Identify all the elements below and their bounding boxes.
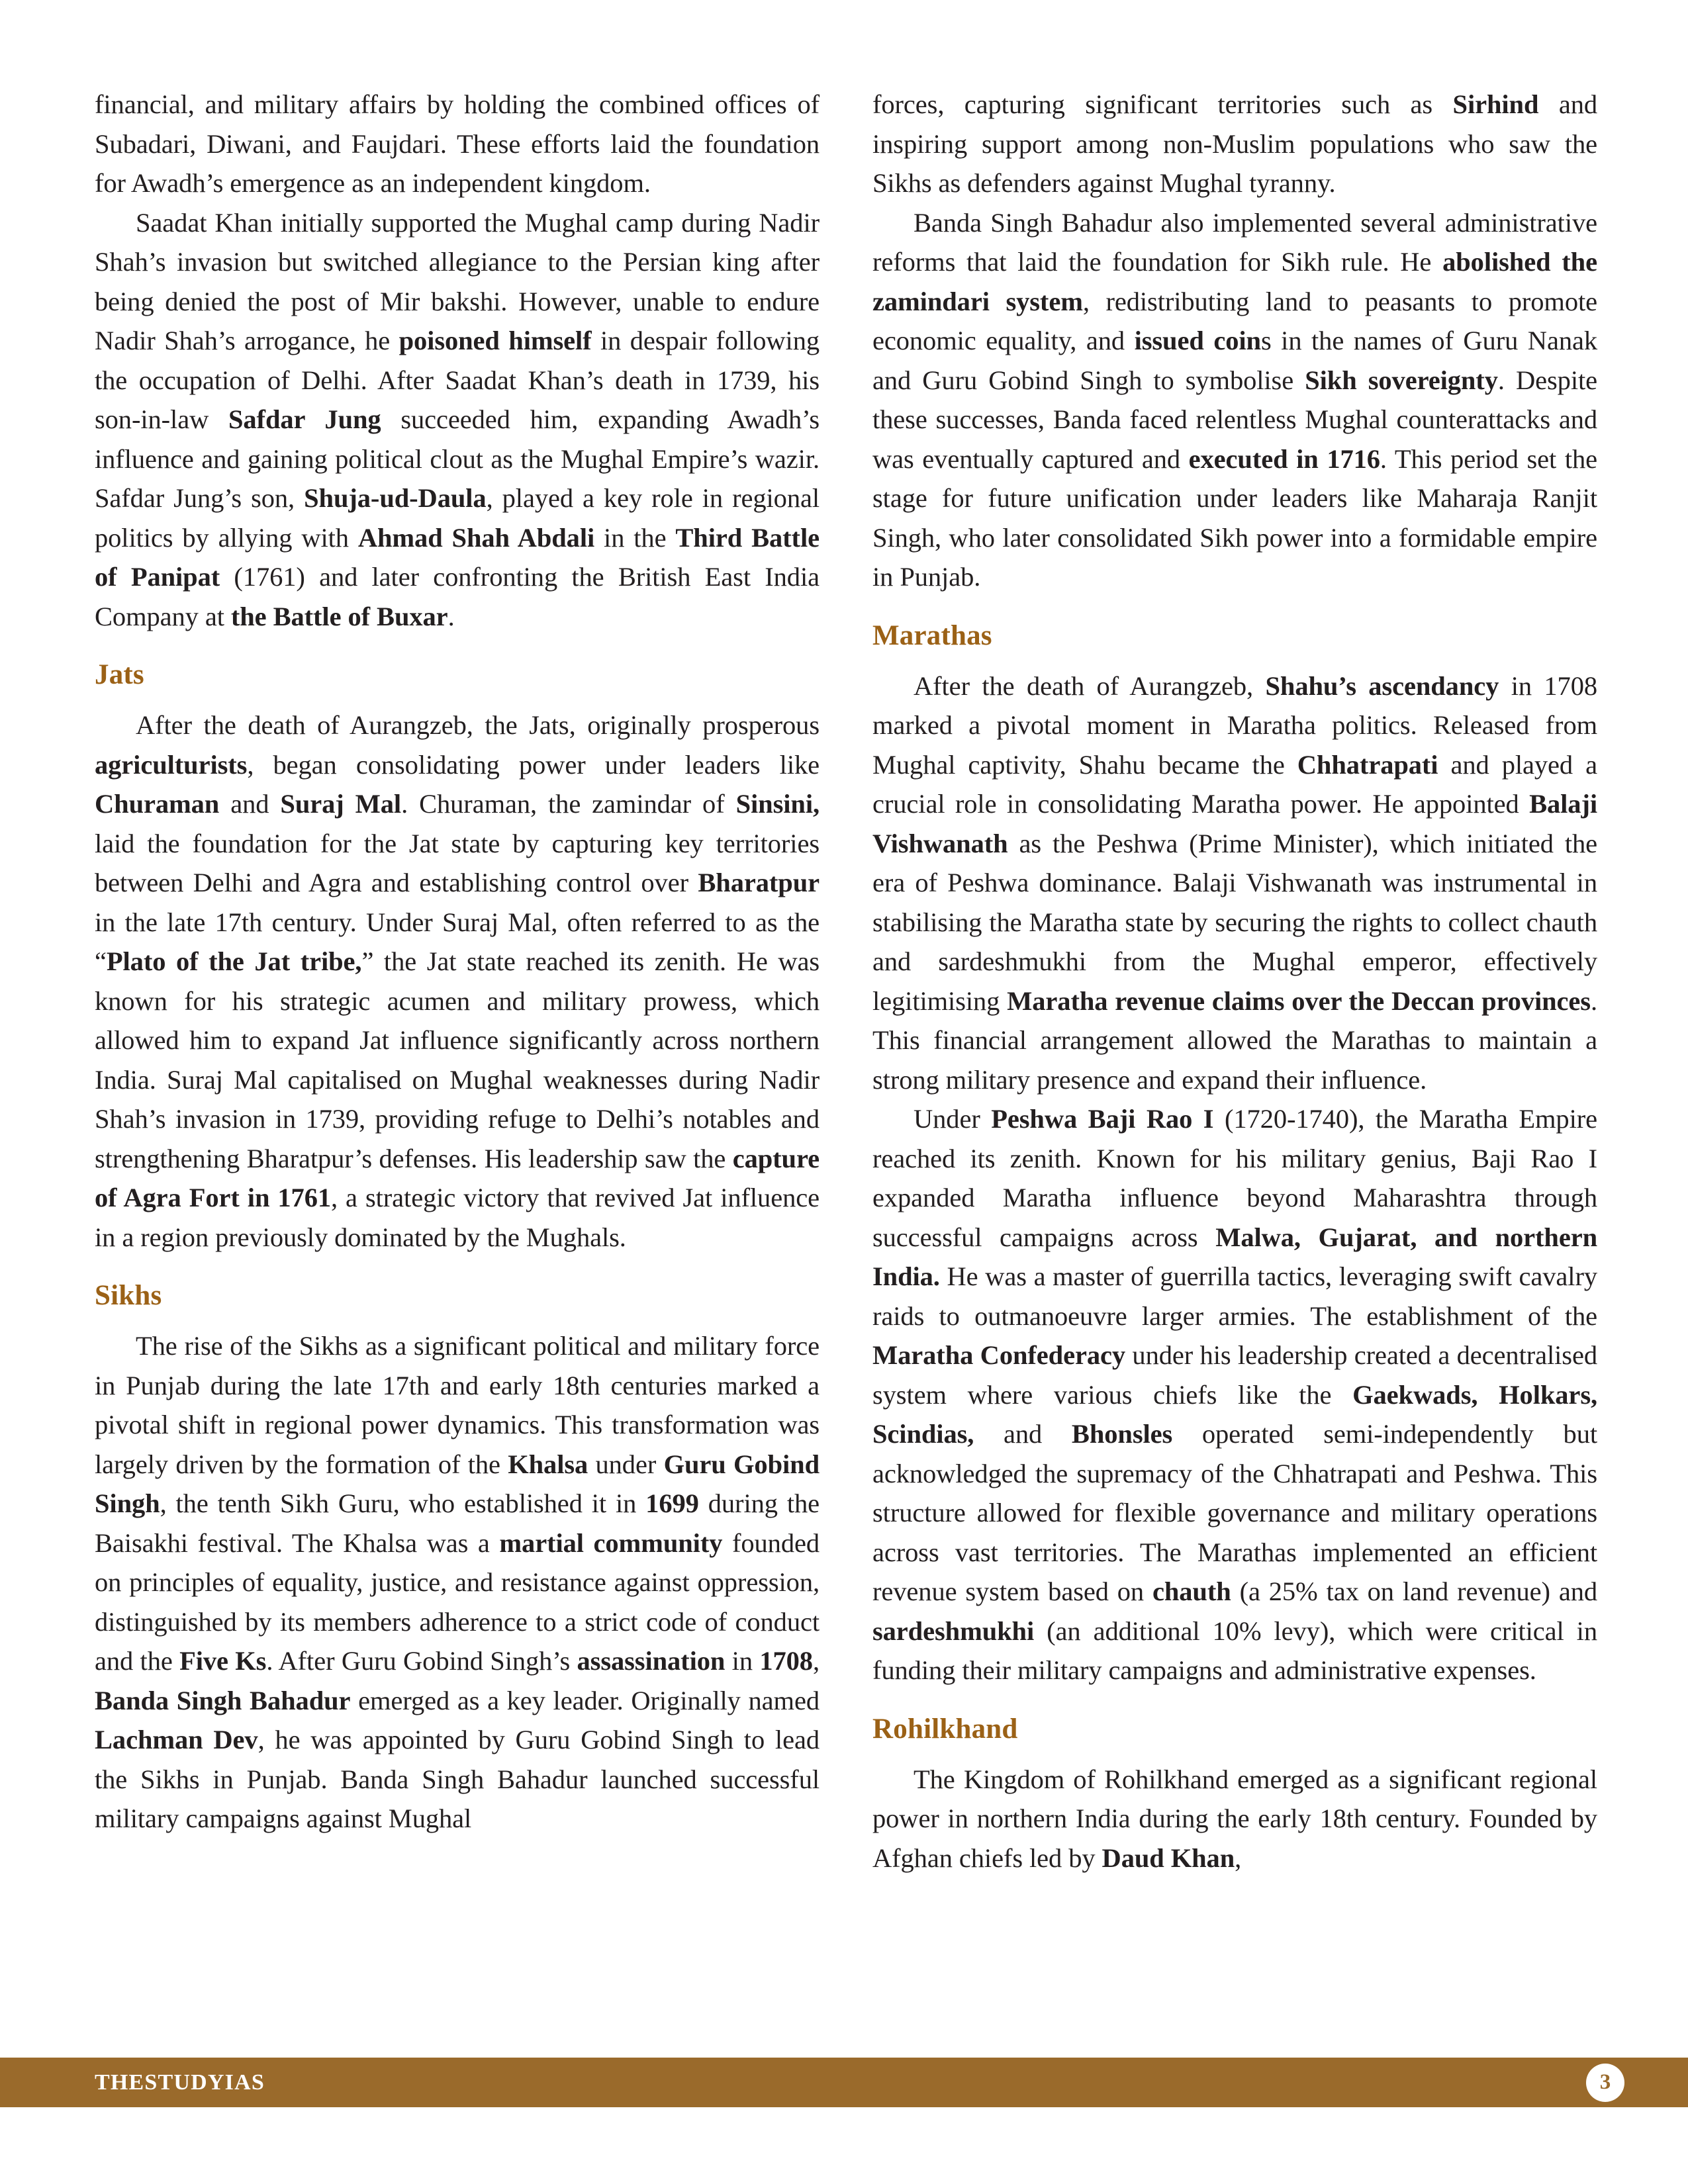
emphasis-run: Maratha revenue claims over the Deccan provinces	[1007, 985, 1591, 1016]
text-run: (1761) and later confronting the British East India Company at	[95, 562, 820, 631]
text-run: and	[219, 789, 281, 819]
emphasis-run: Balaji Vishwanath	[872, 789, 1597, 858]
emphasis-run: Ahmad Shah Abdali	[357, 522, 595, 553]
text-run: as the Peshwa (Prime Minister), which initiated the era of Peshwa dominance. Balaji Vishwanath was instrumental in stabilising the Maratha state by securing the rights to collect chauth and sardeshmukhi from the Mughal emperor, effectively legitimising	[872, 828, 1597, 1016]
emphasis-run: poisoned himself	[399, 326, 592, 355]
section-heading-sikhs: Sikhs	[95, 1280, 162, 1311]
text-run: Under	[914, 1104, 992, 1134]
text-run: succeeded him, expanding Awadh’s influence and gaining political clout as the Mughal Empire’s wazir. Safdar Jung’s son,	[95, 404, 820, 513]
emphasis-run: Daud Khan	[1102, 1843, 1235, 1873]
text-run: . After Guru Gobind Singh’s	[266, 1646, 577, 1676]
text-run: (1720-1740), the Maratha Empire reached its zenith. Known for his military genius, Baji Rao I expanded Maratha influence beyond Maharashtra through successful campaigns across	[872, 1104, 1597, 1252]
emphasis-run: Churaman	[95, 789, 220, 819]
paragraph-awadh-continued	[95, 85, 820, 203]
emphasis-run: Maratha Confederacy	[872, 1340, 1126, 1370]
paragraph-marathas-1	[872, 666, 1597, 1100]
emphasis-run: martial community	[499, 1527, 723, 1558]
text-run: ” the Jat state reached its zenith. He was known for his strategic acumen and military prowess, which allowed him to expand Jat influence significantly across northern India. Suraj Mal capitalised on Mughal weaknesses during Nadir Shah’s invasion in 1739, providing refuge to Delhi’s notables and strengthening Bharatpur’s defenses. His leadership saw the	[95, 946, 820, 1173]
text-run: The rise of the Sikhs as a significant political and military force in Punjab during the late 17th and early 18th centuries marked a pivotal shift in regional power dynamics. This transformation was largely driven by the formation of the	[95, 1331, 820, 1479]
emphasis-run: Malwa, Gujarat, and northern India.	[872, 1222, 1597, 1291]
emphasis-run: Suraj Mal	[280, 789, 402, 819]
text-run: The Kingdom of Rohilkhand emerged as a significant regional power in northern India during the early 18th century. Founded by Afghan chiefs led by	[872, 1764, 1597, 1873]
emphasis-run: Sirhind	[1452, 89, 1539, 119]
emphasis-run: Gaekwads, Holkars, Scindias,	[872, 1379, 1597, 1449]
paragraph-sikhs-1	[95, 1326, 820, 1839]
text-run: He was a master of guerrilla tactics, leveraging swift cavalry raids to outmanoeuvre larger armies. The establishment of the	[872, 1261, 1597, 1331]
paragraph-saadat-khan	[95, 203, 820, 637]
text-run: ,	[812, 1646, 820, 1676]
left-column	[95, 85, 820, 1878]
text-run: .	[447, 601, 455, 631]
emphasis-run: Lachman Dev	[95, 1725, 258, 1754]
text-run: , a strategic victory that revived Jat influence in a region previously dominated by the Mughals.	[95, 1183, 820, 1252]
emphasis-run: Plato of the Jat tribe,	[106, 946, 362, 976]
paragraph-banda-reforms	[872, 203, 1597, 597]
text-run: financial, and military affairs by holding the combined offices of Subadari, Diwani, and Faujdari. These efforts laid the foundation for Awadh’s emergence as an independent kingdom.	[95, 89, 820, 198]
emphasis-run: agriculturists	[95, 749, 248, 780]
text-run: , redistributing land to peasants to promote economic equality, and	[872, 286, 1597, 355]
footer-brand-label: THESTUDYIAS	[95, 2070, 265, 2095]
paragraph-rohilkhand-1	[872, 1760, 1597, 1878]
emphasis-run: Khalsa	[508, 1449, 588, 1479]
paragraph-sikhs-continued	[872, 85, 1597, 203]
text-run: . Churaman, the zamindar of	[401, 789, 736, 819]
emphasis-run: Bhonsles	[1071, 1419, 1173, 1449]
emphasis-run: Shahu’s ascendancy	[1265, 670, 1499, 701]
emphasis-run: Banda Singh Bahadur	[95, 1685, 351, 1715]
emphasis-run: Safdar Jung	[228, 404, 381, 434]
text-run: in the late 17th century. Under Suraj Mal, often referred to as the “	[95, 907, 820, 976]
emphasis-run: executed in 1716	[1188, 443, 1380, 474]
emphasis-run: Peshwa Baji Rao I	[991, 1104, 1214, 1134]
right-column	[872, 85, 1597, 1878]
text-run: emerged as a key leader. Originally named	[350, 1685, 820, 1715]
text-run: s in the names of Guru Nanak and Guru Gobind Singh to symbolise	[872, 326, 1598, 395]
section-heading-jats: Jats	[95, 659, 144, 690]
emphasis-run: Sinsini,	[735, 789, 820, 819]
emphasis-run: chauth	[1152, 1576, 1231, 1606]
emphasis-run: Third Battle of Panipat	[95, 522, 820, 592]
text-run: Saadat Khan initially supported the Mughal camp during Nadir Shah’s invasion but switched allegiance to the Persian king after being denied the post of Mir bakshi. However, unable to endure Nadir Shah’s arrogance, he	[95, 207, 820, 355]
text-run: . This period set the stage for future unification under leaders like Maharaja Ranjit Singh, who later consolidated Sikh power into a formidable empire in Punjab.	[872, 443, 1597, 592]
text-run: After the death of Aurangzeb, the Jats, originally prosperous	[136, 710, 820, 740]
text-run: in 1708 marked a pivotal moment in Maratha politics. Released from Mughal captivity, Shahu became the	[872, 670, 1597, 780]
text-run: operated semi-independently but acknowledged the supremacy of the Chhatrapati and Peshwa. This structure allowed for flexible governance and military operations across vast territories. The Marathas implemented an efficient revenue system based on	[872, 1419, 1597, 1606]
text-run: during the Baisakhi festival. The Khalsa was a	[95, 1488, 820, 1558]
paragraph-marathas-2	[872, 1099, 1597, 1690]
emphasis-run: Bharatpur	[698, 868, 820, 897]
section-heading-marathas: Marathas	[872, 619, 992, 651]
emphasis-run: Sikh sovereignty	[1305, 365, 1498, 395]
emphasis-run: the Battle of Buxar	[230, 601, 448, 631]
emphasis-run: 1699	[645, 1488, 699, 1518]
emphasis-run: sardeshmukhi	[872, 1615, 1035, 1646]
two-column-body	[95, 85, 1597, 1878]
text-run: laid the foundation for the Jat state by capturing key territories between Delhi and Agra and establishing control over	[95, 828, 820, 897]
text-run: . This financial arrangement allowed the Marathas to maintain a strong military presence and expand their influence.	[872, 985, 1598, 1095]
text-run: in	[725, 1646, 760, 1676]
text-run: ,	[1235, 1843, 1242, 1873]
text-run: and	[974, 1419, 1072, 1449]
emphasis-run: assassination	[577, 1646, 726, 1676]
text-run: (an additional 10% levy), which were critical in funding their military campaigns and administrative expenses.	[872, 1615, 1597, 1685]
text-run: forces, capturing significant territories such as	[872, 89, 1453, 119]
paragraph-jats-1	[95, 705, 820, 1257]
text-run: , began consolidating power under leaders like	[247, 749, 820, 780]
emphasis-run: Five Ks	[179, 1646, 267, 1676]
text-run: , played a key role in regional politics by allying with	[95, 483, 820, 553]
text-run: in despair following the occupation of Delhi. After Saadat Khan’s death in 1739, his son-in-law	[95, 326, 820, 434]
text-run: . Despite these successes, Banda faced relentless Mughal counterattacks and was eventually captured and	[872, 365, 1597, 474]
text-run: (a 25% tax on land revenue) and	[1231, 1576, 1597, 1606]
text-run: in the	[594, 522, 676, 553]
text-run: under his leadership created a decentralised system where various chiefs like the	[872, 1340, 1597, 1410]
text-run: Banda Singh Bahadur also implemented several administrative reforms that laid the foundation for Sikh rule. He	[872, 207, 1597, 277]
text-run: After the death of Aurangzeb,	[914, 670, 1266, 701]
footer-bar	[0, 2058, 1688, 2107]
text-run: , the tenth Sikh Guru, who established it in	[160, 1488, 646, 1518]
text-run: , he was appointed by Guru Gobind Singh to lead the Sikhs in Punjab. Banda Singh Bahadur launched successful military campaigns against Mughal	[95, 1725, 820, 1833]
emphasis-run: 1708	[759, 1646, 813, 1676]
text-run: founded on principles of equality, justice, and resistance against oppression, distinguished by its members adherence to a strict code of conduct and the	[95, 1527, 820, 1676]
text-run: and inspiring support among non-Muslim populations who saw the Sikhs as defenders against Mughal tyranny.	[872, 89, 1598, 198]
text-run: and played a crucial role in consolidating Maratha power. He appointed	[872, 749, 1597, 819]
emphasis-run: capture of Agra Fort in 1761	[95, 1143, 820, 1212]
text-run: under	[588, 1449, 664, 1479]
emphasis-run: abolished the zamindari system	[872, 247, 1597, 316]
page-number-badge: 3	[1586, 2064, 1624, 2102]
emphasis-run: Shuja-ud-Daula	[304, 483, 487, 513]
section-heading-rohilkhand: Rohilkhand	[872, 1713, 1018, 1745]
emphasis-run: Chhatrapati	[1297, 749, 1438, 780]
emphasis-run: issued coin	[1134, 326, 1261, 355]
emphasis-run: Guru Gobind Singh	[95, 1449, 820, 1518]
